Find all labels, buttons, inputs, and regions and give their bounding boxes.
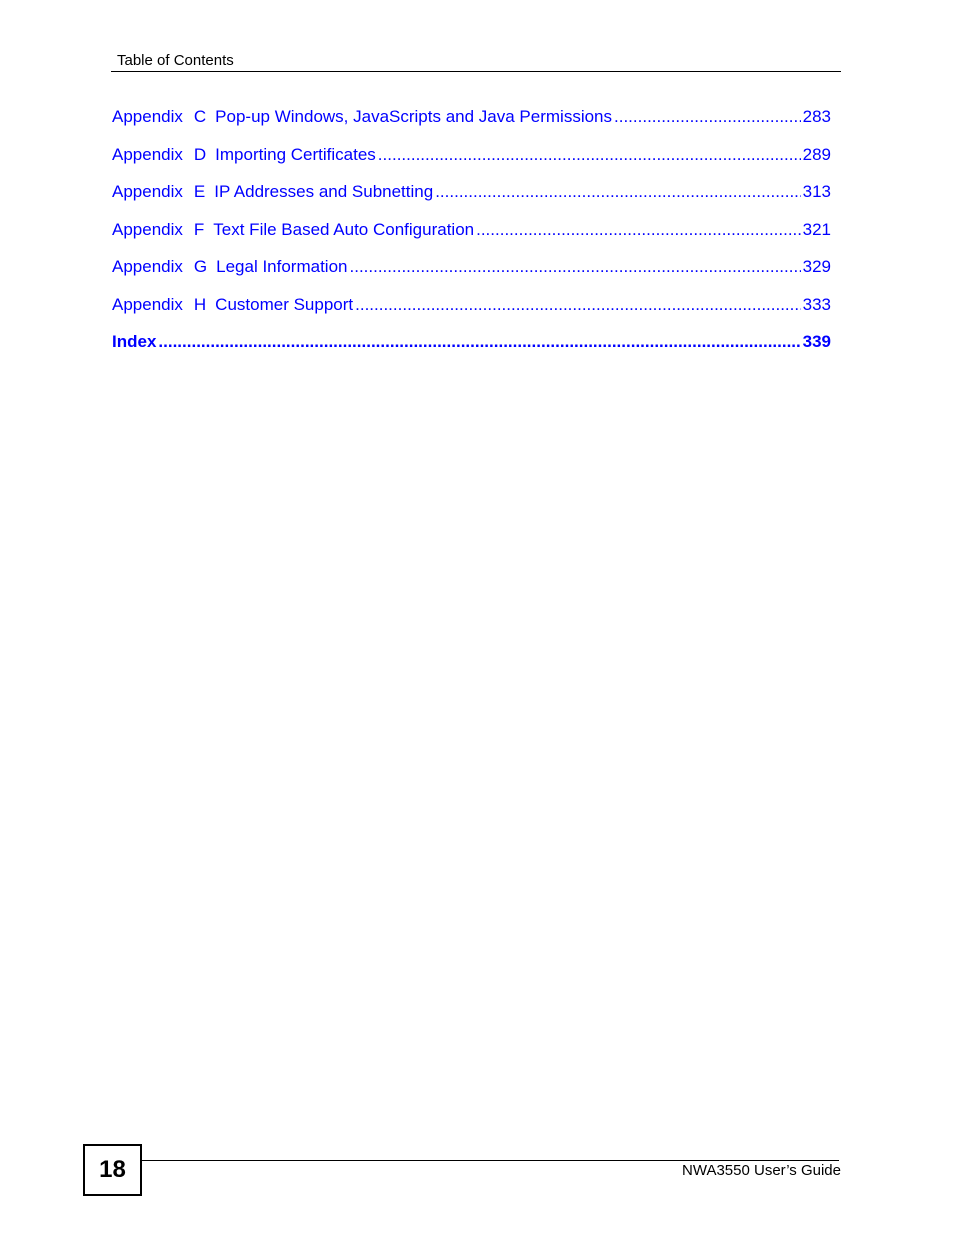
toc-entry-appendix-g[interactable]	[112, 256, 831, 294]
toc-entry-appendix-e[interactable]	[112, 181, 831, 219]
entry-label: Appendix	[112, 182, 183, 201]
entry-title: Customer Support	[215, 294, 354, 314]
entry-letter: G	[193, 257, 208, 276]
entry-page-number: 283	[802, 107, 831, 126]
dot-leader	[476, 219, 801, 241]
page-number: 18	[99, 1156, 126, 1183]
entry-title: Importing Certificates	[215, 144, 376, 164]
dot-leader	[378, 144, 801, 166]
entry-title: Pop-up Windows, JavaScripts and Java Permissions	[215, 107, 613, 126]
entry-title: Text File Based Auto Configuration	[213, 219, 475, 239]
footer-divider	[140, 1160, 839, 1161]
toc-entry-appendix-c[interactable]	[112, 106, 831, 144]
entry-page-number: 333	[802, 294, 831, 314]
dot-leader	[355, 294, 801, 316]
entry-label: Appendix	[112, 257, 183, 276]
toc-entry-index[interactable]	[112, 331, 831, 369]
entry-title: Legal Information	[216, 257, 348, 276]
entry-letter: F	[193, 219, 205, 239]
toc-entry-appendix-f[interactable]	[112, 219, 831, 257]
guide-title: NWA3550 User’s Guide	[682, 1162, 841, 1179]
entry-page-number: 289	[802, 144, 831, 164]
dot-leader	[350, 256, 801, 278]
entry-letter: H	[193, 294, 207, 314]
toc-entry-appendix-h[interactable]	[112, 294, 831, 332]
entry-page-number: 321	[802, 219, 831, 239]
table-of-contents	[112, 106, 831, 369]
entry-title: Index	[112, 332, 157, 351]
entry-letter: D	[193, 144, 207, 164]
entry-label: Appendix	[112, 144, 183, 164]
entry-label: Appendix	[112, 107, 183, 126]
entry-title: IP Addresses and Subnetting	[214, 182, 434, 201]
dot-leader	[435, 181, 800, 203]
entry-page-number: 329	[802, 257, 831, 276]
entry-letter: E	[193, 182, 206, 201]
dot-leader	[614, 106, 801, 128]
entry-letter: C	[193, 107, 207, 126]
header-divider	[111, 71, 841, 72]
entry-label: Appendix	[112, 294, 183, 314]
page-number-box	[83, 1144, 142, 1196]
entry-label: Appendix	[112, 219, 183, 239]
header-title: Table of Contents	[117, 52, 234, 69]
entry-page-number: 313	[802, 182, 831, 201]
entry-page-number: 339	[802, 332, 831, 351]
toc-entry-appendix-d[interactable]	[112, 144, 831, 182]
dot-leader	[158, 331, 800, 353]
